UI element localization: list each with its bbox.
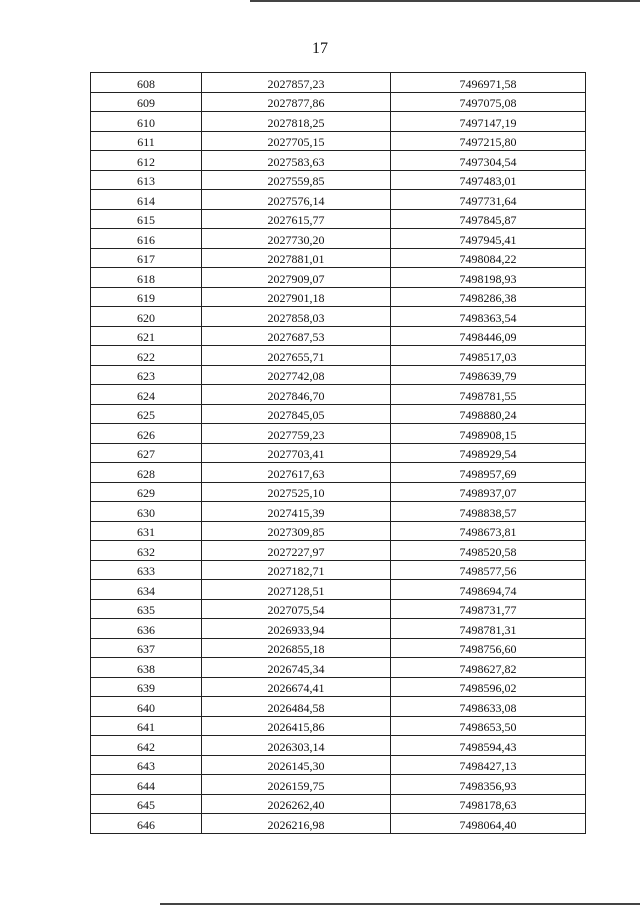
table-row <box>91 385 586 405</box>
point-number-cell: 628 <box>91 463 202 483</box>
y-coordinate-cell: 7498639,79 <box>391 365 586 385</box>
table-row <box>91 404 586 424</box>
x-coordinate-cell: 2027415,39 <box>202 502 391 522</box>
point-number-cell: 633 <box>91 560 202 580</box>
y-coordinate-cell: 7497304,54 <box>391 151 586 171</box>
table-row <box>91 112 586 132</box>
point-number-cell: 631 <box>91 521 202 541</box>
y-coordinate-cell: 7498838,57 <box>391 502 586 522</box>
x-coordinate-cell: 2027857,23 <box>202 73 391 93</box>
y-coordinate-cell: 7498937,07 <box>391 482 586 502</box>
y-coordinate-cell: 7498756,60 <box>391 638 586 658</box>
table-row <box>91 541 586 561</box>
y-coordinate-cell: 7498356,93 <box>391 775 586 795</box>
point-number-cell: 636 <box>91 619 202 639</box>
table-row <box>91 677 586 697</box>
table-row <box>91 151 586 171</box>
x-coordinate-cell: 2027525,10 <box>202 482 391 502</box>
table-row <box>91 131 586 151</box>
page-number: 17 <box>312 40 328 57</box>
table-row <box>91 424 586 444</box>
x-coordinate-cell: 2027128,51 <box>202 580 391 600</box>
x-coordinate-cell: 2026484,58 <box>202 697 391 717</box>
point-number-cell: 608 <box>91 73 202 93</box>
table-row <box>91 736 586 756</box>
point-number-cell: 611 <box>91 131 202 151</box>
table-row <box>91 170 586 190</box>
y-coordinate-cell: 7498731,77 <box>391 599 586 619</box>
x-coordinate-cell: 2026933,94 <box>202 619 391 639</box>
point-number-cell: 645 <box>91 794 202 814</box>
y-coordinate-cell: 7498577,56 <box>391 560 586 580</box>
table-row <box>91 716 586 736</box>
point-number-cell: 643 <box>91 755 202 775</box>
coordinates-table <box>90 72 586 834</box>
point-number-cell: 616 <box>91 229 202 249</box>
table-row <box>91 248 586 268</box>
table-row <box>91 190 586 210</box>
x-coordinate-cell: 2027858,03 <box>202 307 391 327</box>
y-coordinate-cell: 7498653,50 <box>391 716 586 736</box>
table-row <box>91 794 586 814</box>
x-coordinate-cell: 2026216,98 <box>202 814 391 834</box>
table-row <box>91 463 586 483</box>
x-coordinate-cell: 2027576,14 <box>202 190 391 210</box>
y-coordinate-cell: 7498929,54 <box>391 443 586 463</box>
x-coordinate-cell: 2027227,97 <box>202 541 391 561</box>
point-number-cell: 646 <box>91 814 202 834</box>
y-coordinate-cell: 7498064,40 <box>391 814 586 834</box>
table-row <box>91 599 586 619</box>
point-number-cell: 624 <box>91 385 202 405</box>
y-coordinate-cell: 7498446,09 <box>391 326 586 346</box>
y-coordinate-cell: 7497075,08 <box>391 92 586 112</box>
x-coordinate-cell: 2027559,85 <box>202 170 391 190</box>
point-number-cell: 640 <box>91 697 202 717</box>
table-row <box>91 697 586 717</box>
y-coordinate-cell: 7498178,63 <box>391 794 586 814</box>
x-coordinate-cell: 2026745,34 <box>202 658 391 678</box>
y-coordinate-cell: 7498781,55 <box>391 385 586 405</box>
y-coordinate-cell: 7498673,81 <box>391 521 586 541</box>
table-row <box>91 658 586 678</box>
x-coordinate-cell: 2027818,25 <box>202 112 391 132</box>
x-coordinate-cell: 2026855,18 <box>202 638 391 658</box>
x-coordinate-cell: 2027845,05 <box>202 404 391 424</box>
point-number-cell: 642 <box>91 736 202 756</box>
point-number-cell: 615 <box>91 209 202 229</box>
table-row <box>91 326 586 346</box>
x-coordinate-cell: 2026145,30 <box>202 755 391 775</box>
table-row <box>91 755 586 775</box>
y-coordinate-cell: 7498517,03 <box>391 346 586 366</box>
x-coordinate-cell: 2026262,40 <box>202 794 391 814</box>
y-coordinate-cell: 7498781,31 <box>391 619 586 639</box>
y-coordinate-cell: 7497845,87 <box>391 209 586 229</box>
table-row <box>91 502 586 522</box>
y-coordinate-cell: 7498880,24 <box>391 404 586 424</box>
point-number-cell: 629 <box>91 482 202 502</box>
x-coordinate-cell: 2027617,63 <box>202 463 391 483</box>
y-coordinate-cell: 7498286,38 <box>391 287 586 307</box>
point-number-cell: 613 <box>91 170 202 190</box>
x-coordinate-cell: 2027583,63 <box>202 151 391 171</box>
x-coordinate-cell: 2027881,01 <box>202 248 391 268</box>
table-row <box>91 521 586 541</box>
x-coordinate-cell: 2026415,86 <box>202 716 391 736</box>
y-coordinate-cell: 7498594,43 <box>391 736 586 756</box>
x-coordinate-cell: 2027730,20 <box>202 229 391 249</box>
table-row <box>91 638 586 658</box>
y-coordinate-cell: 7498633,08 <box>391 697 586 717</box>
table-row <box>91 580 586 600</box>
y-coordinate-cell: 7498198,93 <box>391 268 586 288</box>
table-row <box>91 814 586 834</box>
x-coordinate-cell: 2027687,53 <box>202 326 391 346</box>
point-number-cell: 644 <box>91 775 202 795</box>
table-row <box>91 775 586 795</box>
y-coordinate-cell: 7498520,58 <box>391 541 586 561</box>
point-number-cell: 625 <box>91 404 202 424</box>
point-number-cell: 612 <box>91 151 202 171</box>
table-row <box>91 560 586 580</box>
x-coordinate-cell: 2027075,54 <box>202 599 391 619</box>
y-coordinate-cell: 7497215,80 <box>391 131 586 151</box>
x-coordinate-cell: 2027182,71 <box>202 560 391 580</box>
x-coordinate-cell: 2027759,23 <box>202 424 391 444</box>
table-row <box>91 307 586 327</box>
point-number-cell: 638 <box>91 658 202 678</box>
y-coordinate-cell: 7497483,01 <box>391 170 586 190</box>
x-coordinate-cell: 2027901,18 <box>202 287 391 307</box>
x-coordinate-cell: 2027703,41 <box>202 443 391 463</box>
scan-edge-top <box>250 0 640 2</box>
point-number-cell: 619 <box>91 287 202 307</box>
coordinates-table-body <box>91 73 586 834</box>
y-coordinate-cell: 7497731,64 <box>391 190 586 210</box>
point-number-cell: 614 <box>91 190 202 210</box>
table-row <box>91 482 586 502</box>
point-number-cell: 639 <box>91 677 202 697</box>
point-number-cell: 620 <box>91 307 202 327</box>
x-coordinate-cell: 2026159,75 <box>202 775 391 795</box>
x-coordinate-cell: 2026303,14 <box>202 736 391 756</box>
x-coordinate-cell: 2027309,85 <box>202 521 391 541</box>
table-row <box>91 346 586 366</box>
point-number-cell: 626 <box>91 424 202 444</box>
table-row <box>91 365 586 385</box>
y-coordinate-cell: 7498957,69 <box>391 463 586 483</box>
x-coordinate-cell: 2027909,07 <box>202 268 391 288</box>
point-number-cell: 634 <box>91 580 202 600</box>
x-coordinate-cell: 2027655,71 <box>202 346 391 366</box>
point-number-cell: 637 <box>91 638 202 658</box>
point-number-cell: 623 <box>91 365 202 385</box>
y-coordinate-cell: 7498084,22 <box>391 248 586 268</box>
x-coordinate-cell: 2027705,15 <box>202 131 391 151</box>
x-coordinate-cell: 2027615,77 <box>202 209 391 229</box>
y-coordinate-cell: 7498627,82 <box>391 658 586 678</box>
y-coordinate-cell: 7497945,41 <box>391 229 586 249</box>
point-number-cell: 609 <box>91 92 202 112</box>
table-row <box>91 287 586 307</box>
table-row <box>91 229 586 249</box>
x-coordinate-cell: 2027877,86 <box>202 92 391 112</box>
table-row <box>91 209 586 229</box>
table-row <box>91 619 586 639</box>
point-number-cell: 622 <box>91 346 202 366</box>
y-coordinate-cell: 7498427,13 <box>391 755 586 775</box>
y-coordinate-cell: 7498363,54 <box>391 307 586 327</box>
y-coordinate-cell: 7498908,15 <box>391 424 586 444</box>
point-number-cell: 635 <box>91 599 202 619</box>
coordinates-table-container <box>90 72 582 834</box>
y-coordinate-cell: 7498596,02 <box>391 677 586 697</box>
y-coordinate-cell: 7496971,58 <box>391 73 586 93</box>
x-coordinate-cell: 2027846,70 <box>202 385 391 405</box>
table-row <box>91 73 586 93</box>
point-number-cell: 617 <box>91 248 202 268</box>
x-coordinate-cell: 2027742,08 <box>202 365 391 385</box>
x-coordinate-cell: 2026674,41 <box>202 677 391 697</box>
point-number-cell: 627 <box>91 443 202 463</box>
table-row <box>91 92 586 112</box>
point-number-cell: 641 <box>91 716 202 736</box>
y-coordinate-cell: 7498694,74 <box>391 580 586 600</box>
point-number-cell: 618 <box>91 268 202 288</box>
table-row <box>91 443 586 463</box>
point-number-cell: 632 <box>91 541 202 561</box>
point-number-cell: 610 <box>91 112 202 132</box>
table-row <box>91 268 586 288</box>
point-number-cell: 630 <box>91 502 202 522</box>
y-coordinate-cell: 7497147,19 <box>391 112 586 132</box>
point-number-cell: 621 <box>91 326 202 346</box>
